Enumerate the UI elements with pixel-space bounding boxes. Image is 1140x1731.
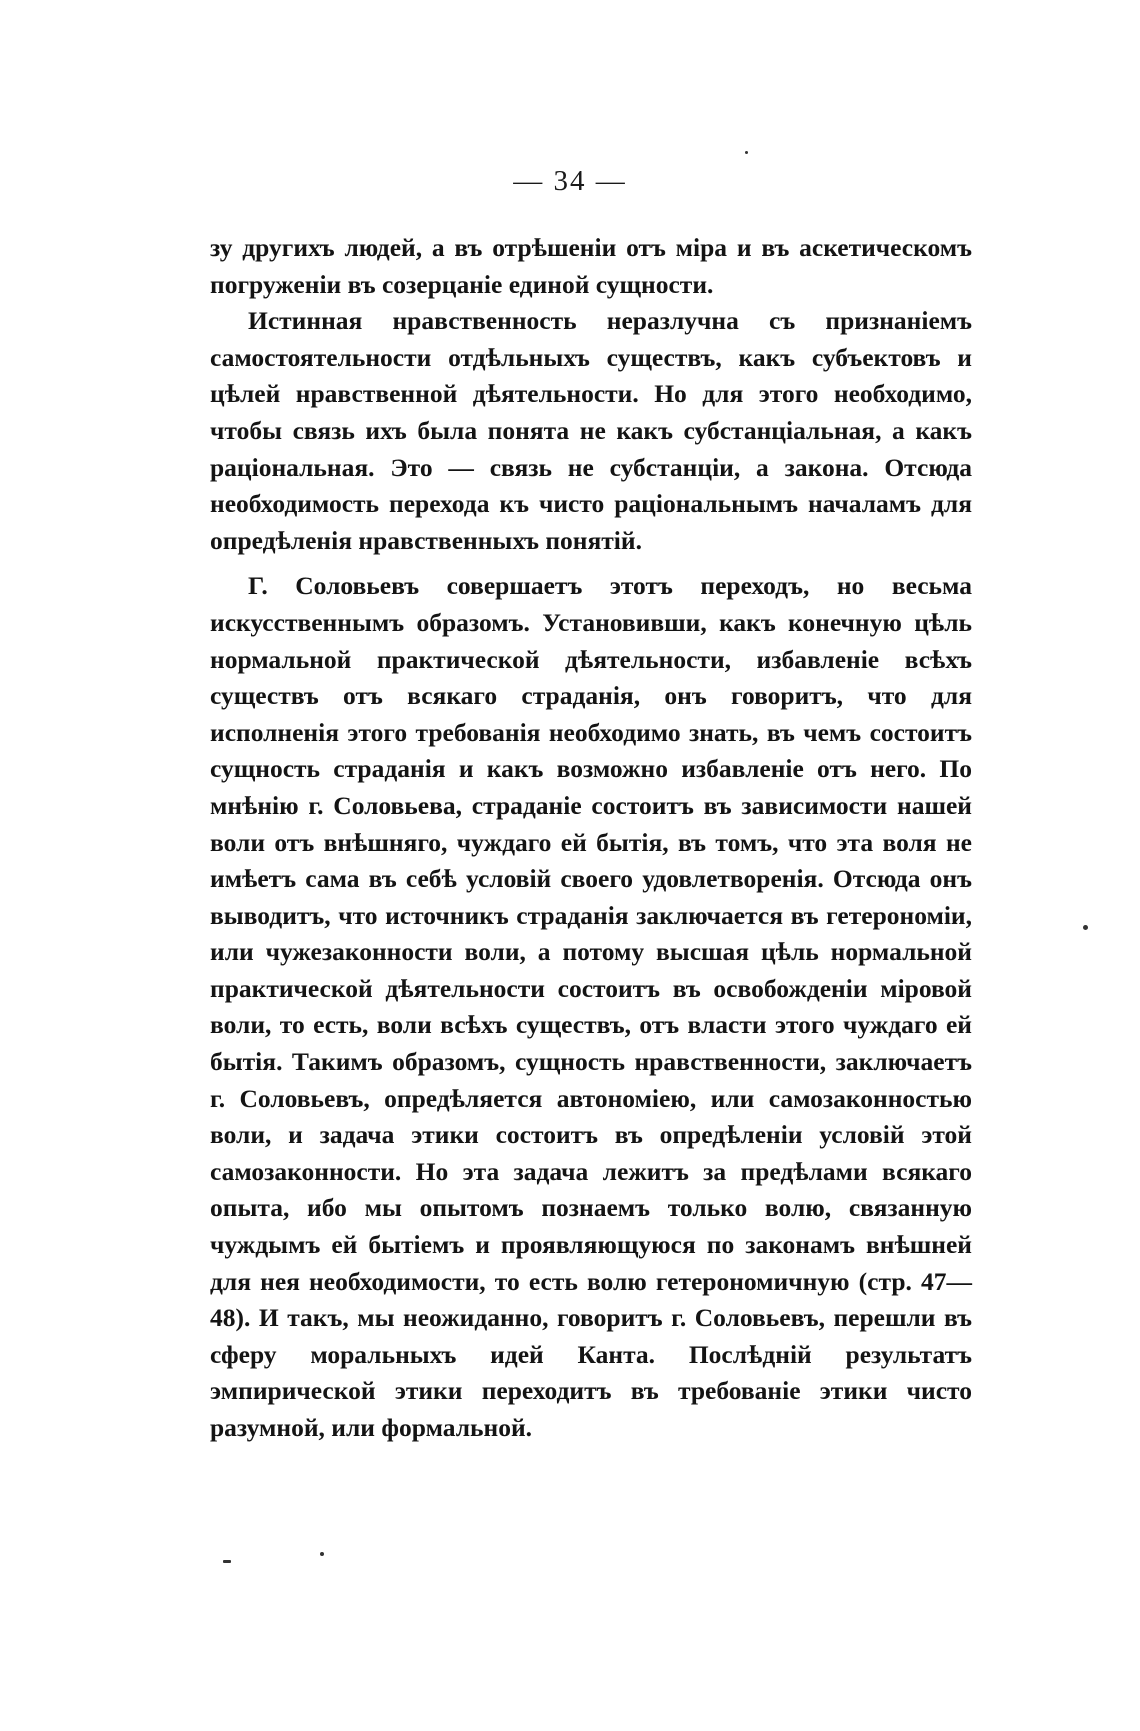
paragraph-soloviev-transition: Г. Соловьевъ совершаетъ этотъ переходъ, но весьма искусственнымъ образомъ. Установивши, какъ конечную цѣль нормальной практической дѣятельности, избавленіе всѣхъ существъ отъ всякаго страданія, онъ говоритъ, что для исполненія этого требованія необходимо знать, въ чемъ состоитъ сущность страданія и какъ возможно избавленіе отъ него. По мнѣнію г. Соловьева, страданіе состоитъ въ зависимости нашей воли отъ внѣшняго, чуждаго ей бытія, въ томъ, что эта воля не имѣетъ сама въ себѣ условій своего удовлетворенія. Отсюда онъ выводитъ, что источникъ страданія заключается въ гетерономіи, или чужезаконности воли, а потому высшая цѣль нормальной практической дѣятельности состоитъ въ освобожденіи міровой воли, то есть, воли всѣхъ существъ, отъ власти этого чуждаго ей бытія. Такимъ образомъ, сущность нравственности, заключаетъ г. Соловьевъ, опредѣляется автономіею, или самозаконностью воли, и задача этики состоитъ въ опредѣленіи условій этой самозаконности. Но эта задача лежитъ за предѣлами всякаго опыта, ибо мы опытомъ познаемъ только волю, связанную чуждымъ ей бытіемъ и проявляющуюся по законамъ внѣшней для нея необходимости, то есть волю гетерономичную (стр. 47—48). И такъ, мы неожиданно, говоритъ г. Соловьевъ, перешли въ сферу моральныхъ идей Канта. Послѣдній результатъ эмпирической этики переходитъ въ требованіе этики чисто разумной, или формальной. bbox=[210, 571, 972, 1442]
page-number: — 34 — bbox=[513, 165, 627, 197]
paragraph-moral-rationality: Истинная нравственность неразлучна съ признаніемъ самостоятельности отдѣльныхъ существъ, какъ субъектовъ и цѣлей нравственной дѣятельности. Но для этого необходимо, чтобы связь ихъ была понята не какъ субстанціальная, а какъ раціональная. Это — связь не субстанціи, а закона. Отсюда необходимость перехода къ чисто раціональнымъ началамъ для опредѣленія нравственныхъ понятій. bbox=[210, 306, 972, 555]
scan-speck bbox=[223, 1560, 231, 1563]
scan-speck bbox=[1083, 925, 1088, 930]
scan-speck bbox=[745, 151, 748, 154]
paragraph-continuation: зу другихъ людей, а въ отрѣшеніи отъ міра и въ аскетическомъ погруженіи въ созерцаніе единой сущности. bbox=[210, 233, 972, 299]
body-text bbox=[210, 230, 972, 1447]
scan-speck bbox=[320, 1552, 324, 1556]
